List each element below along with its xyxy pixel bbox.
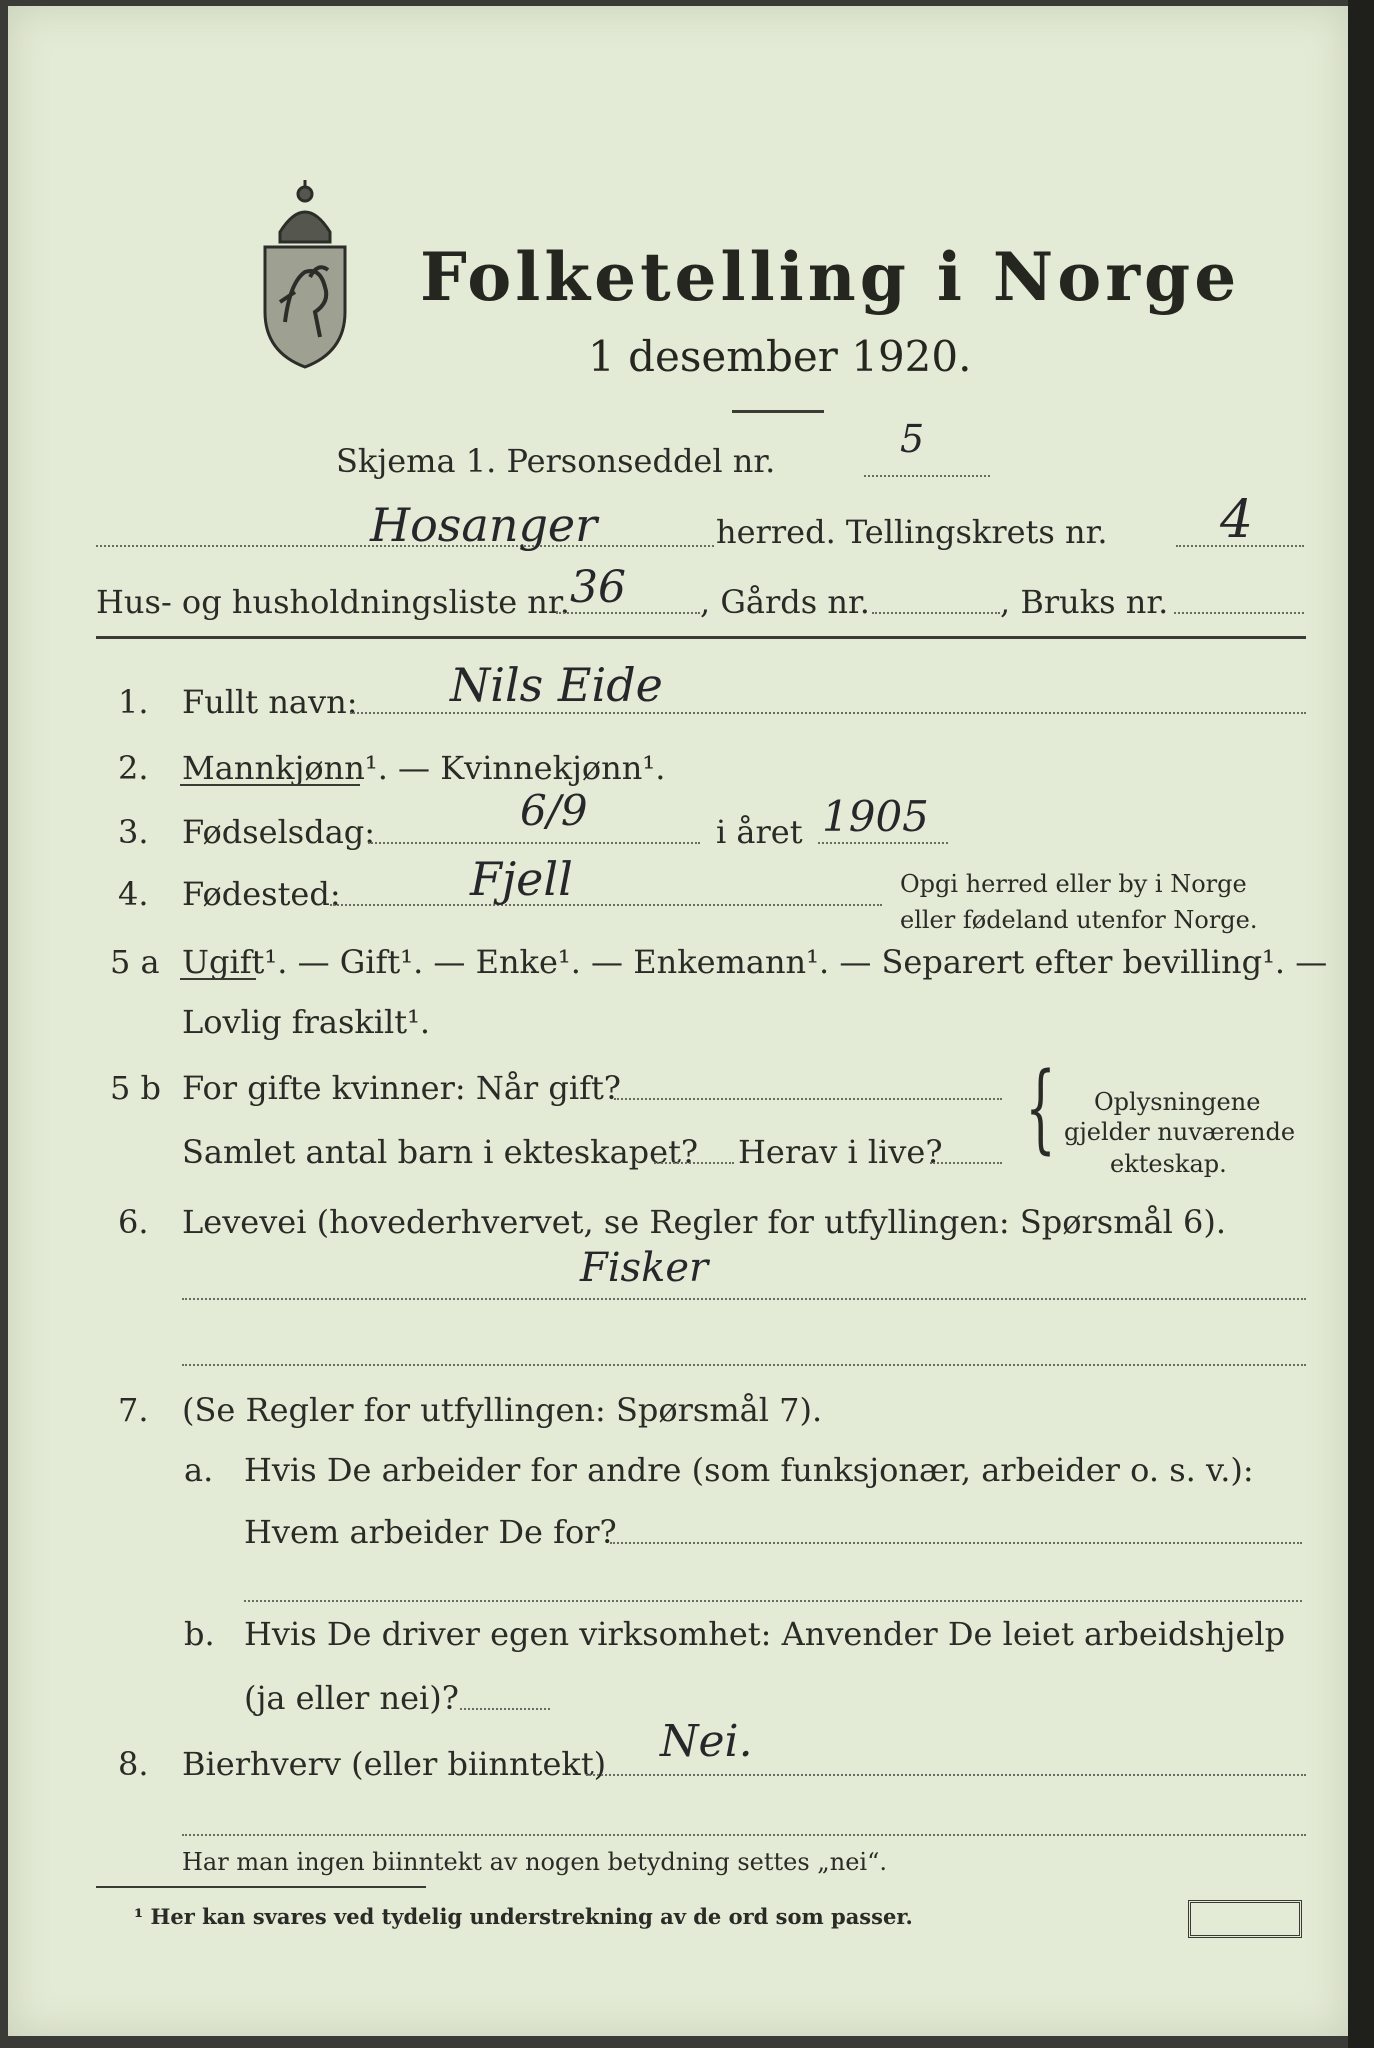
q7b-label-cont: (ja eller nei)? — [244, 1679, 459, 1717]
gards-label: , Gårds nr. — [700, 583, 870, 621]
scan-edge — [1348, 0, 1374, 2048]
personseddel-field-line — [864, 475, 990, 477]
form-title: Folketelling i Norge — [420, 238, 1241, 316]
q5a-number: 5 a — [110, 943, 160, 981]
q3-number: 3. — [118, 813, 149, 851]
q7-number: 7. — [118, 1391, 149, 1429]
q7-label: (Se Regler for utfyllingen: Spørsmål 7). — [182, 1391, 823, 1429]
q1-label: Fullt navn: — [182, 683, 358, 721]
q6-number: 6. — [118, 1203, 149, 1241]
q7a-employer-field-line — [610, 1542, 1302, 1544]
q5b-label: For gifte kvinner: Når gift? — [182, 1069, 621, 1107]
q6-field-line-2 — [182, 1364, 1306, 1366]
q7a-letter: a. — [184, 1451, 214, 1489]
household-list-label: Hus- og husholdningsliste nr. — [96, 583, 570, 621]
q8-field-line-2 — [182, 1834, 1306, 1836]
gards-field-line — [872, 612, 1000, 614]
title-divider — [732, 410, 824, 413]
q3-label: Fødselsdag: — [182, 813, 376, 851]
footer-note: Har man ingen biinntekt av nogen betydning settes „nei“. — [182, 1848, 887, 1876]
q7a-label: Hvis De arbeider for andre (som funksjonær, arbeider o. s. v.): — [244, 1451, 1254, 1489]
personseddel-value: 5 — [900, 417, 925, 461]
printer-stamp — [1188, 1900, 1302, 1938]
q6-label: Levevei (hovederhvervet, se Regler for utfyllingen: Spørsmål 6). — [182, 1203, 1227, 1241]
q5b-note-line1: Oplysningene — [1094, 1088, 1261, 1116]
q3-year-label: i året — [716, 813, 803, 851]
q1-full-name-value: Nils Eide — [450, 658, 663, 712]
q5b-children-label: Samlet antal barn i ekteskapet? — [182, 1133, 699, 1171]
q5a-underline-ugift — [180, 978, 256, 980]
q4-birthplace-value: Fjell — [470, 852, 573, 906]
census-date: 1 desember 1920. — [588, 332, 972, 381]
q4-note-line1: Opgi herred eller by i Norge — [900, 870, 1247, 898]
q1-number: 1. — [118, 683, 149, 721]
q8-number: 8. — [118, 1745, 149, 1783]
bruks-label: , Bruks nr. — [1000, 583, 1169, 621]
q4-note-line2: eller fødeland utenfor Norge. — [900, 906, 1258, 934]
q8-field-line — [586, 1774, 1306, 1776]
norway-coat-of-arms-icon — [250, 172, 360, 372]
q3-year-field-line — [818, 842, 948, 844]
q3-year-value: 1905 — [822, 792, 929, 841]
q5b-alive-label: Herav i live? — [738, 1133, 943, 1171]
q8-secondary-income-value: Nei. — [660, 1716, 753, 1767]
q5b-married-field-line — [614, 1098, 1002, 1100]
q5b-brace: { — [1025, 1052, 1056, 1164]
q2-sex-options: Mannkjønn¹. — Kvinnekjønn¹. — [182, 749, 666, 787]
q5a-marital-options: Ugift¹. — Gift¹. — Enke¹. — Enkemann¹. — Separert efter bevilling¹. — — [182, 943, 1328, 981]
q7b-field-line — [460, 1708, 550, 1710]
q8-label: Bierhverv (eller biinntekt) — [182, 1745, 607, 1783]
header-rule — [96, 636, 1306, 639]
q3-birthdate-value: 6/9 — [520, 786, 588, 835]
q7b-label: Hvis De driver egen virksomhet: Anvender De leiet arbeidshjelp — [244, 1615, 1286, 1653]
household-list-value: 36 — [570, 562, 626, 613]
q4-number: 4. — [118, 875, 149, 913]
q5b-number: 5 b — [110, 1069, 162, 1107]
footnote-rule — [96, 1886, 426, 1888]
herred-value: Hosanger — [370, 498, 598, 552]
q5b-note-line2: gjelder nuværende — [1064, 1118, 1296, 1146]
q5a-marital-options-cont: Lovlig fraskilt¹. — [182, 1003, 431, 1041]
q6-field-line-1 — [182, 1298, 1306, 1300]
q4-label: Fødested: — [182, 875, 341, 913]
tellingskrets-value: 4 — [1220, 490, 1254, 550]
q4-field-line — [330, 904, 882, 906]
q7a-employer-label: Hvem arbeider De for? — [244, 1513, 617, 1551]
q2-number: 2. — [118, 749, 149, 787]
q2-underline-mannkjonn — [180, 784, 360, 786]
q5b-children-field-line — [654, 1162, 734, 1164]
q3-field-line — [368, 842, 700, 844]
q7a-employer-field-line-2 — [244, 1600, 1302, 1602]
q7b-letter: b. — [184, 1615, 215, 1653]
q1-field-line — [350, 712, 1306, 714]
herred-label: herred. Tellingskrets nr. — [716, 513, 1108, 551]
q6-occupation-value: Fisker — [580, 1245, 709, 1291]
q5b-note-line3: ekteskap. — [1110, 1150, 1227, 1178]
footnote: ¹ Her kan svares ved tydelig understrekning av de ord som passer. — [134, 1904, 913, 1929]
q5b-alive-field-line — [930, 1162, 1002, 1164]
schema-label: Skjema 1. Personseddel nr. — [336, 442, 776, 480]
bruks-field-line — [1174, 612, 1304, 614]
